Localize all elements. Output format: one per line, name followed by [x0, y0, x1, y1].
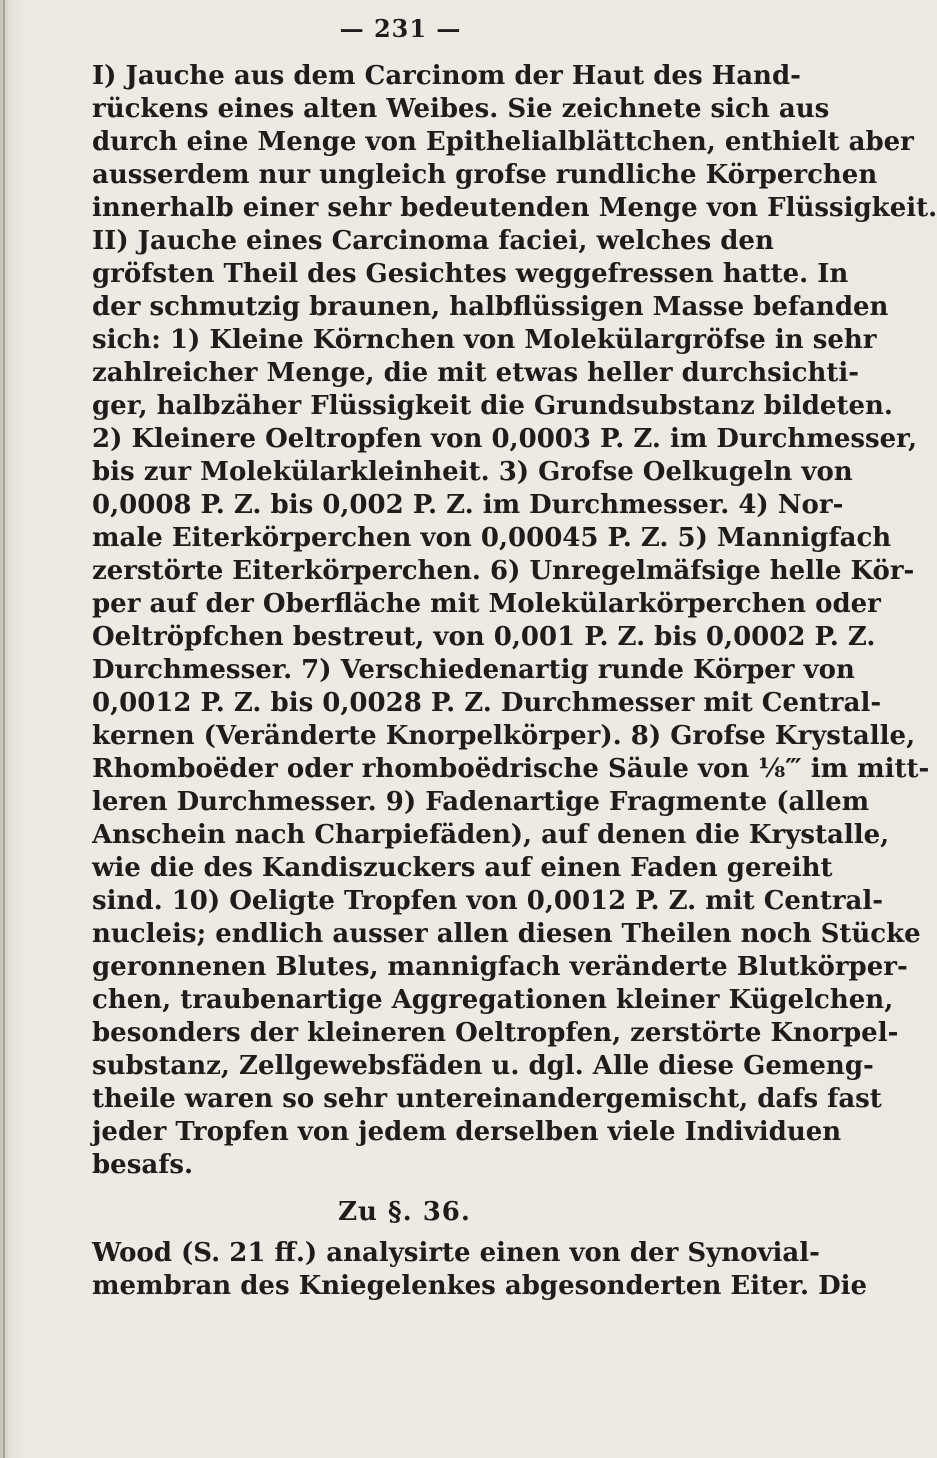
text-line: I) Jauche aus dem Carcinom der Haut des Hand-	[92, 61, 801, 91]
paragraph-2	[52, 225, 930, 1182]
text-line: chen, traubenartige Aggregationen kleiner Kügelchen,	[92, 985, 894, 1015]
text-line: geronnenen Blutes, mannigfach veränderte Blutkörper-	[92, 952, 908, 982]
text-line: der schmutzig braunen, halbflüssigen Masse befanden	[92, 292, 889, 322]
text-line: kernen (Veränderte Knorpelkörper). 8) Grofse Krystalle,	[92, 721, 916, 751]
text-line: jeder Tropfen von jedem derselben viele Individuen	[92, 1117, 842, 1147]
text-line: zerstörte Eiterkörperchen. 6) Unregelmäfsige helle Kör-	[92, 556, 915, 586]
text-line: Wood (S. 21 ff.) analysirte einen von der Synovial-	[92, 1238, 820, 1268]
body-text	[52, 60, 937, 1303]
text-line: per auf der Oberfläche mit Molekülarkörperchen oder	[92, 589, 881, 619]
text-line: innerhalb einer sehr bedeutenden Menge von Flüssigkeit.	[92, 193, 937, 223]
text-line: Rhomboëder oder rhomboëdrische Säule von ⅛‴ im mitt-	[92, 754, 930, 784]
text-line: 0,0008 P. Z. bis 0,002 P. Z. im Durchmesser. 4) Nor-	[92, 490, 844, 520]
page-number: — 231 —	[339, 14, 462, 43]
text-line: rückens eines alten Weibes. Sie zeichnete sich aus	[92, 94, 830, 124]
text-line: membran des Kniegelenkes abgesonderten Eiter. Die	[92, 1271, 868, 1301]
text-line: ausserdem nur ungleich grofse rundliche Körperchen	[92, 160, 878, 190]
text-line: Oeltröpfchen bestreut, von 0,001 P. Z. bis 0,0002 P. Z.	[92, 622, 876, 652]
text-line: sind. 10) Oeligte Tropfen von 0,0012 P. Z. mit Central-	[92, 886, 884, 916]
paragraph-1	[52, 60, 937, 225]
text-line: besafs.	[92, 1150, 194, 1180]
text-line: male Eiterkörperchen von 0,00045 P. Z. 5) Mannigfach	[92, 523, 892, 553]
text-line: Durchmesser. 7) Verschiedenartig runde Körper von	[92, 655, 855, 685]
text-line: zahlreicher Menge, die mit etwas heller durchsichti-	[92, 358, 860, 388]
section-heading: Zu §. 36.	[338, 1197, 471, 1227]
text-line: durch eine Menge von Epithelialblättchen, enthielt aber	[92, 127, 914, 157]
text-line: wie die des Kandiszuckers auf einen Faden gereiht	[92, 853, 833, 883]
text-line: 0,0012 P. Z. bis 0,0028 P. Z. Durchmesser mit Central-	[92, 688, 882, 718]
text-line: bis zur Molekülarkleinheit. 3) Grofse Oelkugeln von	[92, 457, 853, 487]
text-line: gröfsten Theil des Gesichtes weggefressen hatte. In	[92, 259, 849, 289]
text-line: nucleis; endlich ausser allen diesen Theilen noch Stücke	[92, 919, 921, 949]
text-line: besonders der kleineren Oeltropfen, zerstörte Knorpel-	[92, 1018, 899, 1048]
paragraph-3	[52, 1237, 868, 1303]
text-line: theile waren so sehr untereinandergemischt, dafs fast	[92, 1084, 882, 1114]
binding-edge	[3, 0, 5, 1458]
text-line: substanz, Zellgewebsfäden u. dgl. Alle diese Gemeng-	[92, 1051, 874, 1081]
text-line: II) Jauche eines Carcinoma faciei, welches den	[92, 226, 774, 256]
text-line: sich: 1) Kleine Körnchen von Molekülargröfse in sehr	[92, 325, 877, 355]
text-line: ger, halbzäher Flüssigkeit die Grundsubstanz bildeten.	[92, 391, 893, 421]
text-line: Anschein nach Charpiefäden), auf denen die Krystalle,	[92, 820, 890, 850]
text-line: 2) Kleinere Oeltropfen von 0,0003 P. Z. im Durchmesser,	[92, 424, 918, 454]
text-line: leren Durchmesser. 9) Fadenartige Fragmente (allem	[92, 787, 870, 817]
